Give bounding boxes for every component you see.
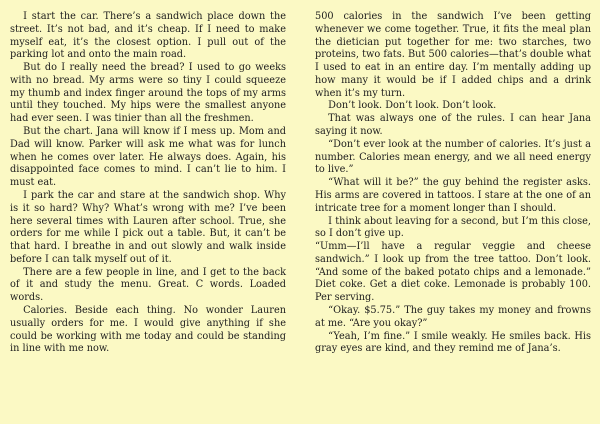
paragraph: “Yeah, I’m fine.” I smile weakly. He smiles back. His gray eyes are kind, and they remind me of Jana’s.	[315, 330, 591, 355]
paragraph: “Don’t ever look at the number of calories. It’s just a number. Calories mean energy, and we all need energy to live.”	[315, 138, 591, 176]
left-page	[10, 11, 286, 424]
paragraph: “What will it be?” the guy behind the register asks. His arms are covered in tattoos. I stare at the one of an intricate tree for a moment longer than I should.	[315, 177, 591, 214]
paragraph: But the chart. Jana will know if I mess up. Mom and Dad will know. Parker will ask me what was for lunch when he comes over later. He always does. Again, his disappointed face comes to mind. I can’t lie to him. I must eat.	[10, 126, 286, 189]
paragraph: I park the car and stare at the sandwich shop. Why is it so hard? Why? What’s wrong with me? I’ve been here several times with Lauren after school. True, she orders for me while I pick out a table. But, it can’t be that hard. I breathe in and out slowly and walk inside before I can talk myself out of it.	[10, 189, 286, 265]
paragraph: But do I really need the bread? I used to go weeks with no bread. My arms were so tiny I could squeeze my thumb and index finger around the tops of my arms until they touched. My hips were the smallest anyone had ever seen. I was tinier than all the freshmen.	[10, 62, 286, 125]
paragraph: I think about leaving for a second, but I’m this close, so I don’t give up.	[315, 215, 591, 240]
paragraph: 500 calories in the sandwich I’ve been getting whenever we come together. True, it fits the meal plan the dietician put together for me: two starches, two proteins, two fats. But 500 calories—that’s double what I used to eat in an entire day. I’m mentally adding up how many it would be if I added chips and a drink when it’s my turn.	[315, 11, 591, 99]
paragraph: Calories. Beside each thing. No wonder Lauren usually orders for me. I would give anything if she could be working with me today and could be standing in line with me now.	[10, 304, 286, 355]
paragraph: “Umm—I’ll have a regular veggie and cheese sandwich.” I look up from the tree tattoo. Don’t look. “And some of the baked potato chips and a lemonade.” Diet coke. Get a diet coke. Lemonade is probably 100. Per serving.	[315, 241, 591, 304]
paragraph: There are a few people in line, and I get to the back of it and study the menu. Great. C words. Loaded words.	[10, 266, 286, 304]
paragraph: Don’t look. Don’t look. Don’t look.	[328, 100, 497, 112]
paragraph: That was always one of the rules. I can hear Jana saying it now.	[315, 113, 591, 138]
right-page	[315, 11, 591, 424]
paragraph: “Okay. $5.75.” The guy takes my money and frowns at me. “Are you okay?”	[315, 304, 591, 329]
paragraph: I start the car. There’s a sandwich place down the street. It’s not bad, and it’s cheap. If I need to make myself eat, it’s the closest option. I pull out of the parking lot and onto the main road.	[10, 11, 286, 61]
